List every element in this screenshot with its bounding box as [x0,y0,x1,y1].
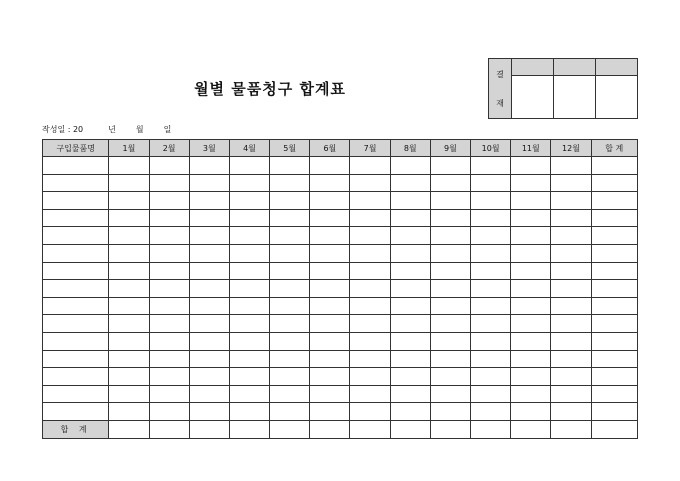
table-cell[interactable] [270,174,310,192]
table-row [43,192,638,210]
table-cell[interactable] [430,368,470,386]
table-cell[interactable] [189,315,229,333]
table-cell[interactable] [551,227,591,245]
table-cell[interactable] [511,244,551,262]
table-cell[interactable] [229,403,269,421]
table-cell[interactable] [350,368,390,386]
table-cell[interactable] [551,174,591,192]
table-row [43,262,638,280]
table-cell[interactable] [149,385,189,403]
item-name-cell[interactable] [43,280,109,298]
table-cell[interactable] [310,209,350,227]
table-cell[interactable] [430,403,470,421]
table-cell[interactable] [350,385,390,403]
table-cell[interactable] [471,157,511,175]
table-cell[interactable] [430,209,470,227]
table-cell[interactable] [189,297,229,315]
table-cell[interactable] [310,350,350,368]
table-cell[interactable] [229,157,269,175]
table-cell[interactable] [310,297,350,315]
table-cell[interactable] [551,157,591,175]
table-cell[interactable] [310,315,350,333]
table-cell[interactable] [189,403,229,421]
table-cell[interactable] [390,315,430,333]
table-cell[interactable] [109,262,149,280]
table-row [43,297,638,315]
table-cell[interactable] [149,157,189,175]
table-cell[interactable] [390,209,430,227]
table-cell[interactable] [310,280,350,298]
approval-header-cell[interactable] [512,59,554,76]
table-row [43,385,638,403]
table-cell[interactable] [149,174,189,192]
approval-sign-cell[interactable] [596,76,638,119]
table-cell[interactable] [390,280,430,298]
total-cell[interactable] [229,420,269,438]
table-cell[interactable] [511,192,551,210]
table-cell[interactable] [149,244,189,262]
total-cell[interactable] [430,420,470,438]
table-cell[interactable] [109,209,149,227]
table-cell[interactable] [109,244,149,262]
column-header-month: 2월 [149,140,189,157]
table-cell[interactable] [229,280,269,298]
date-month: 월 [135,125,144,134]
column-header-month: 11월 [511,140,551,157]
total-cell[interactable] [350,420,390,438]
table-cell[interactable] [149,262,189,280]
table-cell[interactable] [551,192,591,210]
table-cell[interactable] [270,157,310,175]
table-cell[interactable] [551,297,591,315]
table-cell[interactable] [511,385,551,403]
approval-sign-cell[interactable] [554,76,596,119]
item-name-cell[interactable] [43,368,109,386]
table-cell[interactable] [109,403,149,421]
table-cell[interactable] [149,280,189,298]
total-label: 합 계 [43,420,109,438]
column-header-month: 8월 [390,140,430,157]
approval-box [488,58,638,119]
table-cell[interactable] [109,157,149,175]
item-name-cell[interactable] [43,209,109,227]
table-cell[interactable] [350,174,390,192]
table-cell[interactable] [591,174,637,192]
table-cell[interactable] [189,209,229,227]
table-cell[interactable] [471,297,511,315]
table-cell[interactable] [109,350,149,368]
table-cell[interactable] [511,227,551,245]
table-cell[interactable] [109,332,149,350]
item-name-cell[interactable] [43,244,109,262]
table-cell[interactable] [551,385,591,403]
table-cell[interactable] [471,332,511,350]
table-cell[interactable] [430,262,470,280]
table-cell[interactable] [310,385,350,403]
table-cell[interactable] [350,403,390,421]
table-cell[interactable] [229,209,269,227]
item-name-cell[interactable] [43,227,109,245]
table-cell[interactable] [471,209,511,227]
total-cell[interactable] [149,420,189,438]
table-cell[interactable] [511,315,551,333]
table-row [43,244,638,262]
header-row [43,140,638,157]
table-cell[interactable] [350,209,390,227]
approval-label-bottom: 재 [496,98,504,108]
table-cell[interactable] [511,368,551,386]
table-cell[interactable] [430,315,470,333]
table-cell[interactable] [430,174,470,192]
table-cell[interactable] [310,403,350,421]
date-prefix: 작성일 : 20 [42,125,84,134]
table-cell[interactable] [149,227,189,245]
table-cell[interactable] [270,332,310,350]
table-cell[interactable] [471,368,511,386]
table-cell[interactable] [591,368,637,386]
total-row [43,420,638,438]
table-cell[interactable] [430,350,470,368]
table-cell[interactable] [270,350,310,368]
table-cell[interactable] [551,209,591,227]
table-cell[interactable] [430,297,470,315]
total-cell[interactable] [310,420,350,438]
table-cell[interactable] [270,280,310,298]
table-cell[interactable] [229,244,269,262]
total-cell[interactable] [511,420,551,438]
item-name-cell[interactable] [43,157,109,175]
column-header-month: 5월 [270,140,310,157]
table-cell[interactable] [591,209,637,227]
table-cell[interactable] [229,262,269,280]
table-cell[interactable] [511,350,551,368]
table-cell[interactable] [471,280,511,298]
approval-header-cell[interactable] [596,59,638,76]
table-cell[interactable] [551,368,591,386]
table-cell[interactable] [390,262,430,280]
table-cell[interactable] [149,297,189,315]
table-cell[interactable] [310,227,350,245]
column-header-month: 4월 [229,140,269,157]
table-cell[interactable] [229,385,269,403]
table-cell[interactable] [310,157,350,175]
column-header-item: 구입물품명 [43,140,109,157]
table-cell[interactable] [350,192,390,210]
table-cell[interactable] [189,385,229,403]
table-cell[interactable] [350,262,390,280]
table-row [43,209,638,227]
item-name-cell[interactable] [43,403,109,421]
column-header-month: 9월 [430,140,470,157]
table-cell[interactable] [189,227,229,245]
table-cell[interactable] [270,262,310,280]
table-cell[interactable] [471,227,511,245]
table-cell[interactable] [109,368,149,386]
table-row [43,157,638,175]
table-cell[interactable] [229,297,269,315]
column-header-total: 합 계 [591,140,637,157]
date-year: 년 [108,125,116,134]
approval-header-cell[interactable] [554,59,596,76]
table-cell[interactable] [591,280,637,298]
approval-sign-cell[interactable] [512,76,554,119]
table-cell[interactable] [591,192,637,210]
table-cell[interactable] [551,244,591,262]
table-cell[interactable] [229,350,269,368]
table-cell[interactable] [310,368,350,386]
table-cell[interactable] [551,403,591,421]
total-cell[interactable] [109,420,149,438]
table-cell[interactable] [591,297,637,315]
table-cell[interactable] [390,244,430,262]
table-cell[interactable] [229,227,269,245]
table-cell[interactable] [310,262,350,280]
total-cell[interactable] [270,420,310,438]
table-cell[interactable] [350,227,390,245]
table-cell[interactable] [109,385,149,403]
table-cell[interactable] [270,368,310,386]
table-cell[interactable] [471,403,511,421]
table-cell[interactable] [189,332,229,350]
table-cell[interactable] [350,297,390,315]
table-cell[interactable] [551,315,591,333]
table-cell[interactable] [189,157,229,175]
table-cell[interactable] [591,315,637,333]
table-cell[interactable] [511,174,551,192]
table-cell[interactable] [471,385,511,403]
table-cell[interactable] [551,262,591,280]
summary-table [42,139,638,439]
table-cell[interactable] [270,209,310,227]
column-header-month: 10월 [471,140,511,157]
table-cell[interactable] [350,332,390,350]
table-cell[interactable] [109,227,149,245]
total-cell[interactable] [471,420,511,438]
table-cell[interactable] [229,368,269,386]
table-row [43,332,638,350]
table-cell[interactable] [390,227,430,245]
table-cell[interactable] [189,262,229,280]
table-cell[interactable] [430,157,470,175]
column-header-month: 6월 [310,140,350,157]
table-cell[interactable] [149,315,189,333]
table-cell[interactable] [390,385,430,403]
table-cell[interactable] [270,385,310,403]
table-cell[interactable] [591,385,637,403]
table-cell[interactable] [189,350,229,368]
table-cell[interactable] [430,280,470,298]
column-header-month: 12월 [551,140,591,157]
table-cell[interactable] [149,192,189,210]
column-header-month: 1월 [109,140,149,157]
table-cell[interactable] [471,350,511,368]
item-name-cell[interactable] [43,332,109,350]
table-cell[interactable] [390,368,430,386]
table-cell[interactable] [270,297,310,315]
table-cell[interactable] [551,280,591,298]
table-cell[interactable] [551,350,591,368]
total-cell[interactable] [591,420,637,438]
table-cell[interactable] [471,174,511,192]
item-name-cell[interactable] [43,174,109,192]
table-cell[interactable] [350,280,390,298]
table-cell[interactable] [149,368,189,386]
table-cell[interactable] [189,244,229,262]
table-cell[interactable] [390,297,430,315]
approval-label [489,59,512,119]
table-cell[interactable] [189,280,229,298]
item-name-cell[interactable] [43,315,109,333]
table-cell[interactable] [270,315,310,333]
table-row [43,227,638,245]
table-cell[interactable] [310,192,350,210]
table-cell[interactable] [511,403,551,421]
table-cell[interactable] [591,262,637,280]
table-cell[interactable] [471,262,511,280]
table-cell[interactable] [149,209,189,227]
item-name-cell[interactable] [43,297,109,315]
table-cell[interactable] [350,244,390,262]
table-cell[interactable] [310,174,350,192]
table-cell[interactable] [511,209,551,227]
table-cell[interactable] [511,332,551,350]
table-cell[interactable] [591,157,637,175]
table-cell[interactable] [390,174,430,192]
table-row [43,368,638,386]
table-cell[interactable] [310,332,350,350]
table-cell[interactable] [109,297,149,315]
table-cell[interactable] [591,332,637,350]
table-cell[interactable] [270,192,310,210]
table-cell[interactable] [109,174,149,192]
table-cell[interactable] [149,332,189,350]
item-name-cell[interactable] [43,192,109,210]
table-cell[interactable] [430,332,470,350]
table-cell[interactable] [270,403,310,421]
item-name-cell[interactable] [43,262,109,280]
table-cell[interactable] [390,403,430,421]
table-cell[interactable] [591,403,637,421]
table-cell[interactable] [430,192,470,210]
table-cell[interactable] [189,174,229,192]
item-name-cell[interactable] [43,385,109,403]
table-cell[interactable] [430,385,470,403]
approval-label-top: 결 [496,69,504,79]
item-name-cell[interactable] [43,350,109,368]
table-cell[interactable] [430,227,470,245]
date-day: 일 [163,125,172,134]
table-cell[interactable] [149,403,189,421]
table-cell[interactable] [390,157,430,175]
table-cell[interactable] [591,350,637,368]
table-cell[interactable] [189,192,229,210]
table-cell[interactable] [471,244,511,262]
table-cell[interactable] [189,368,229,386]
table-cell[interactable] [511,297,551,315]
table-cell[interactable] [229,315,269,333]
table-row [43,403,638,421]
total-cell[interactable] [390,420,430,438]
table-cell[interactable] [270,227,310,245]
table-cell[interactable] [471,192,511,210]
column-header-month: 7월 [350,140,390,157]
column-header-month: 3월 [189,140,229,157]
table-cell[interactable] [430,244,470,262]
table-cell[interactable] [511,262,551,280]
table-row [43,350,638,368]
table-cell[interactable] [109,315,149,333]
date-line [42,124,171,135]
table-cell[interactable] [471,315,511,333]
table-cell[interactable] [229,174,269,192]
total-cell[interactable] [189,420,229,438]
table-row [43,280,638,298]
table-cell[interactable] [591,244,637,262]
table-cell[interactable] [511,157,551,175]
table-cell[interactable] [149,350,189,368]
table-cell[interactable] [310,244,350,262]
total-cell[interactable] [551,420,591,438]
table-cell[interactable] [390,332,430,350]
table-cell[interactable] [270,244,310,262]
table-cell[interactable] [229,332,269,350]
table-cell[interactable] [229,192,269,210]
table-row [43,315,638,333]
table-cell[interactable] [591,227,637,245]
table-cell[interactable] [511,280,551,298]
table-cell[interactable] [350,157,390,175]
table-cell[interactable] [551,332,591,350]
table-cell[interactable] [109,192,149,210]
table-row [43,174,638,192]
table-cell[interactable] [390,192,430,210]
table-cell[interactable] [350,315,390,333]
page-title: 월별 물품청구 합계표 [194,80,346,98]
table-cell[interactable] [350,350,390,368]
table-cell[interactable] [109,280,149,298]
table-cell[interactable] [390,350,430,368]
